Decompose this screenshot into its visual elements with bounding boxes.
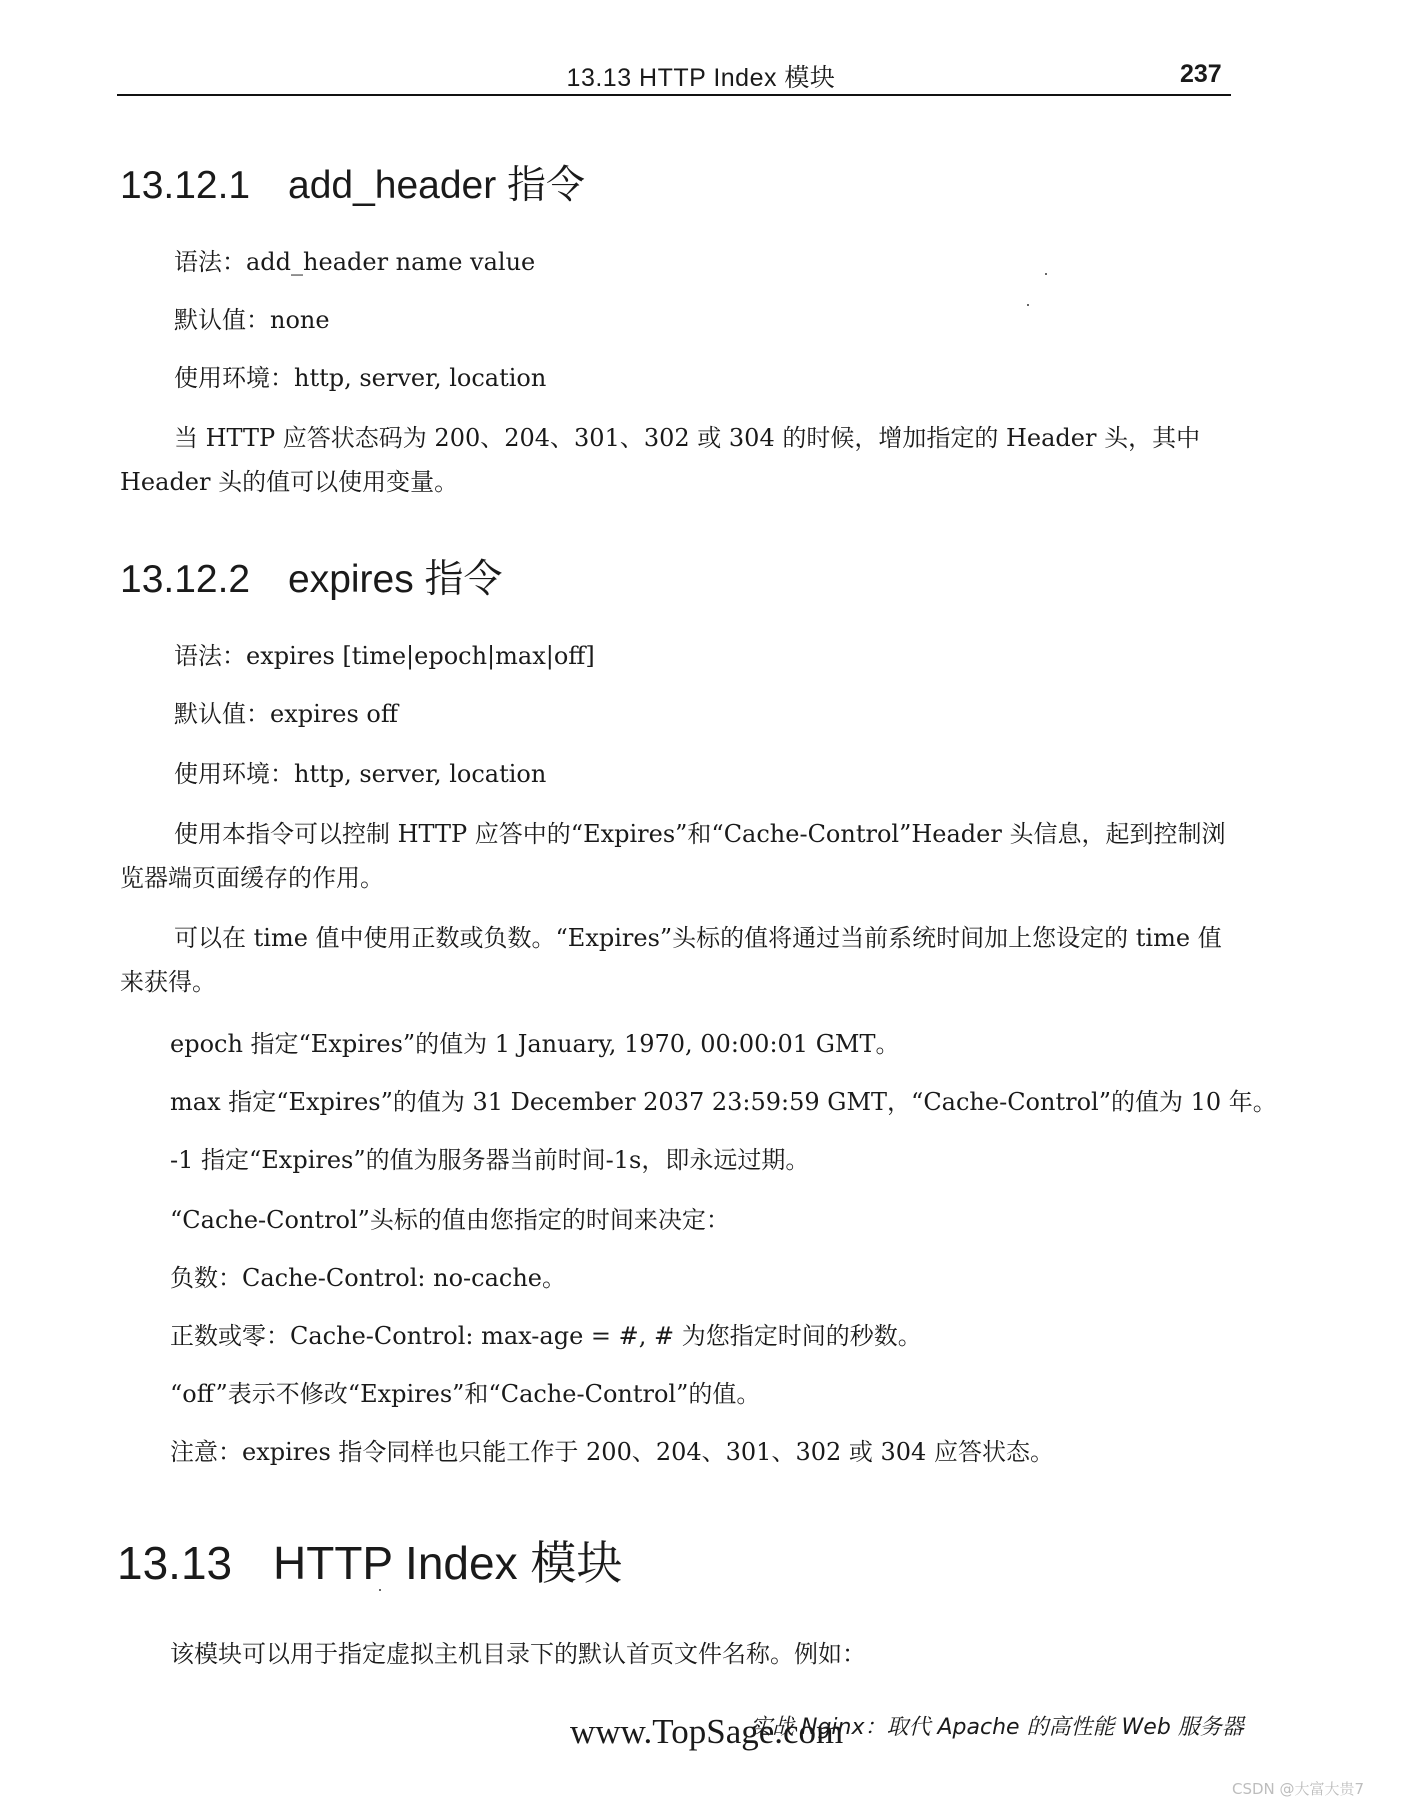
section-heading-index-module bbox=[117, 1537, 623, 1589]
expires-negative: 负数：Cache-Control: no-cache。 bbox=[170, 1264, 566, 1292]
expires-positive: 正数或零：Cache-Control: max-age = #, # 为您指定时间的秒数。 bbox=[170, 1322, 922, 1350]
index-module-intro: 该模块可以用于指定虚拟主机目录下的默认首页文件名称。例如： bbox=[170, 1640, 866, 1668]
section-number: 13.12.2 bbox=[120, 558, 251, 601]
expires-syntax: 语法：expires [time|epoch|max|off] bbox=[174, 642, 595, 670]
expires-context: 使用环境：http, server, location bbox=[174, 760, 547, 788]
section-number: 13.13 bbox=[117, 1537, 233, 1589]
page-number: 237 bbox=[1180, 60, 1222, 88]
add-header-context: 使用环境：http, server, location bbox=[174, 364, 547, 392]
section-title: expires 指令 bbox=[288, 558, 503, 601]
footer-book-title: 实战 Nginx：取代 Apache 的高性能 Web 服务器 bbox=[750, 1715, 1244, 1740]
expires-off: “off”表示不修改“Expires”和“Cache-Control”的值。 bbox=[170, 1380, 761, 1408]
expires-paragraph-2: 可以在 time 值中使用正数或负数。“Expires”头标的值将通过当前系统时间加上您设定的 time 值来获得。 bbox=[120, 924, 1222, 996]
expires-default: 默认值：expires off bbox=[174, 700, 398, 728]
add-header-syntax: 语法：add_header name value bbox=[174, 248, 536, 276]
scan-speck bbox=[379, 1589, 381, 1591]
section-heading-add-header bbox=[120, 166, 585, 205]
header-rule bbox=[117, 94, 1231, 96]
scan-speck bbox=[1045, 273, 1047, 275]
running-title: 13.13 HTTP Index 模块 bbox=[566, 64, 836, 92]
expires-max: max 指定“Expires”的值为 31 December 2037 23:59:59 GMT，“Cache-Control”的值为 10 年。 bbox=[170, 1088, 1277, 1116]
expires-minus-one: -1 指定“Expires”的值为服务器当前时间-1s，即永远过期。 bbox=[170, 1146, 810, 1174]
footer-site: www.TopSage.com bbox=[570, 1712, 844, 1751]
scan-speck bbox=[1027, 304, 1029, 306]
section-heading-expires bbox=[120, 560, 503, 599]
expires-note: 注意：expires 指令同样也只能工作于 200、204、301、302 或 304 应答状态。 bbox=[170, 1438, 1054, 1466]
section-title: HTTP Index 模块 bbox=[273, 1537, 623, 1589]
section-title: add_header 指令 bbox=[288, 164, 586, 207]
add-header-default: 默认值：none bbox=[174, 306, 330, 334]
section-number: 13.12.1 bbox=[120, 164, 251, 207]
expires-epoch: epoch 指定“Expires”的值为 1 January, 1970, 00:00:01 GMT。 bbox=[170, 1030, 900, 1058]
csdn-watermark: CSDN @大富大贵7 bbox=[1232, 1780, 1365, 1798]
add-header-description: 当 HTTP 应答状态码为 200、204、301、302 或 304 的时候，增加指定的 Header 头，其中 Header 头的值可以使用变量。 bbox=[120, 424, 1201, 496]
expires-cache-control-intro: “Cache-Control”头标的值由您指定的时间来决定： bbox=[170, 1206, 730, 1234]
expires-paragraph-1: 使用本指令可以控制 HTTP 应答中的“Expires”和“Cache-Control”Header 头信息，起到控制浏览器端页面缓存的作用。 bbox=[120, 820, 1226, 892]
